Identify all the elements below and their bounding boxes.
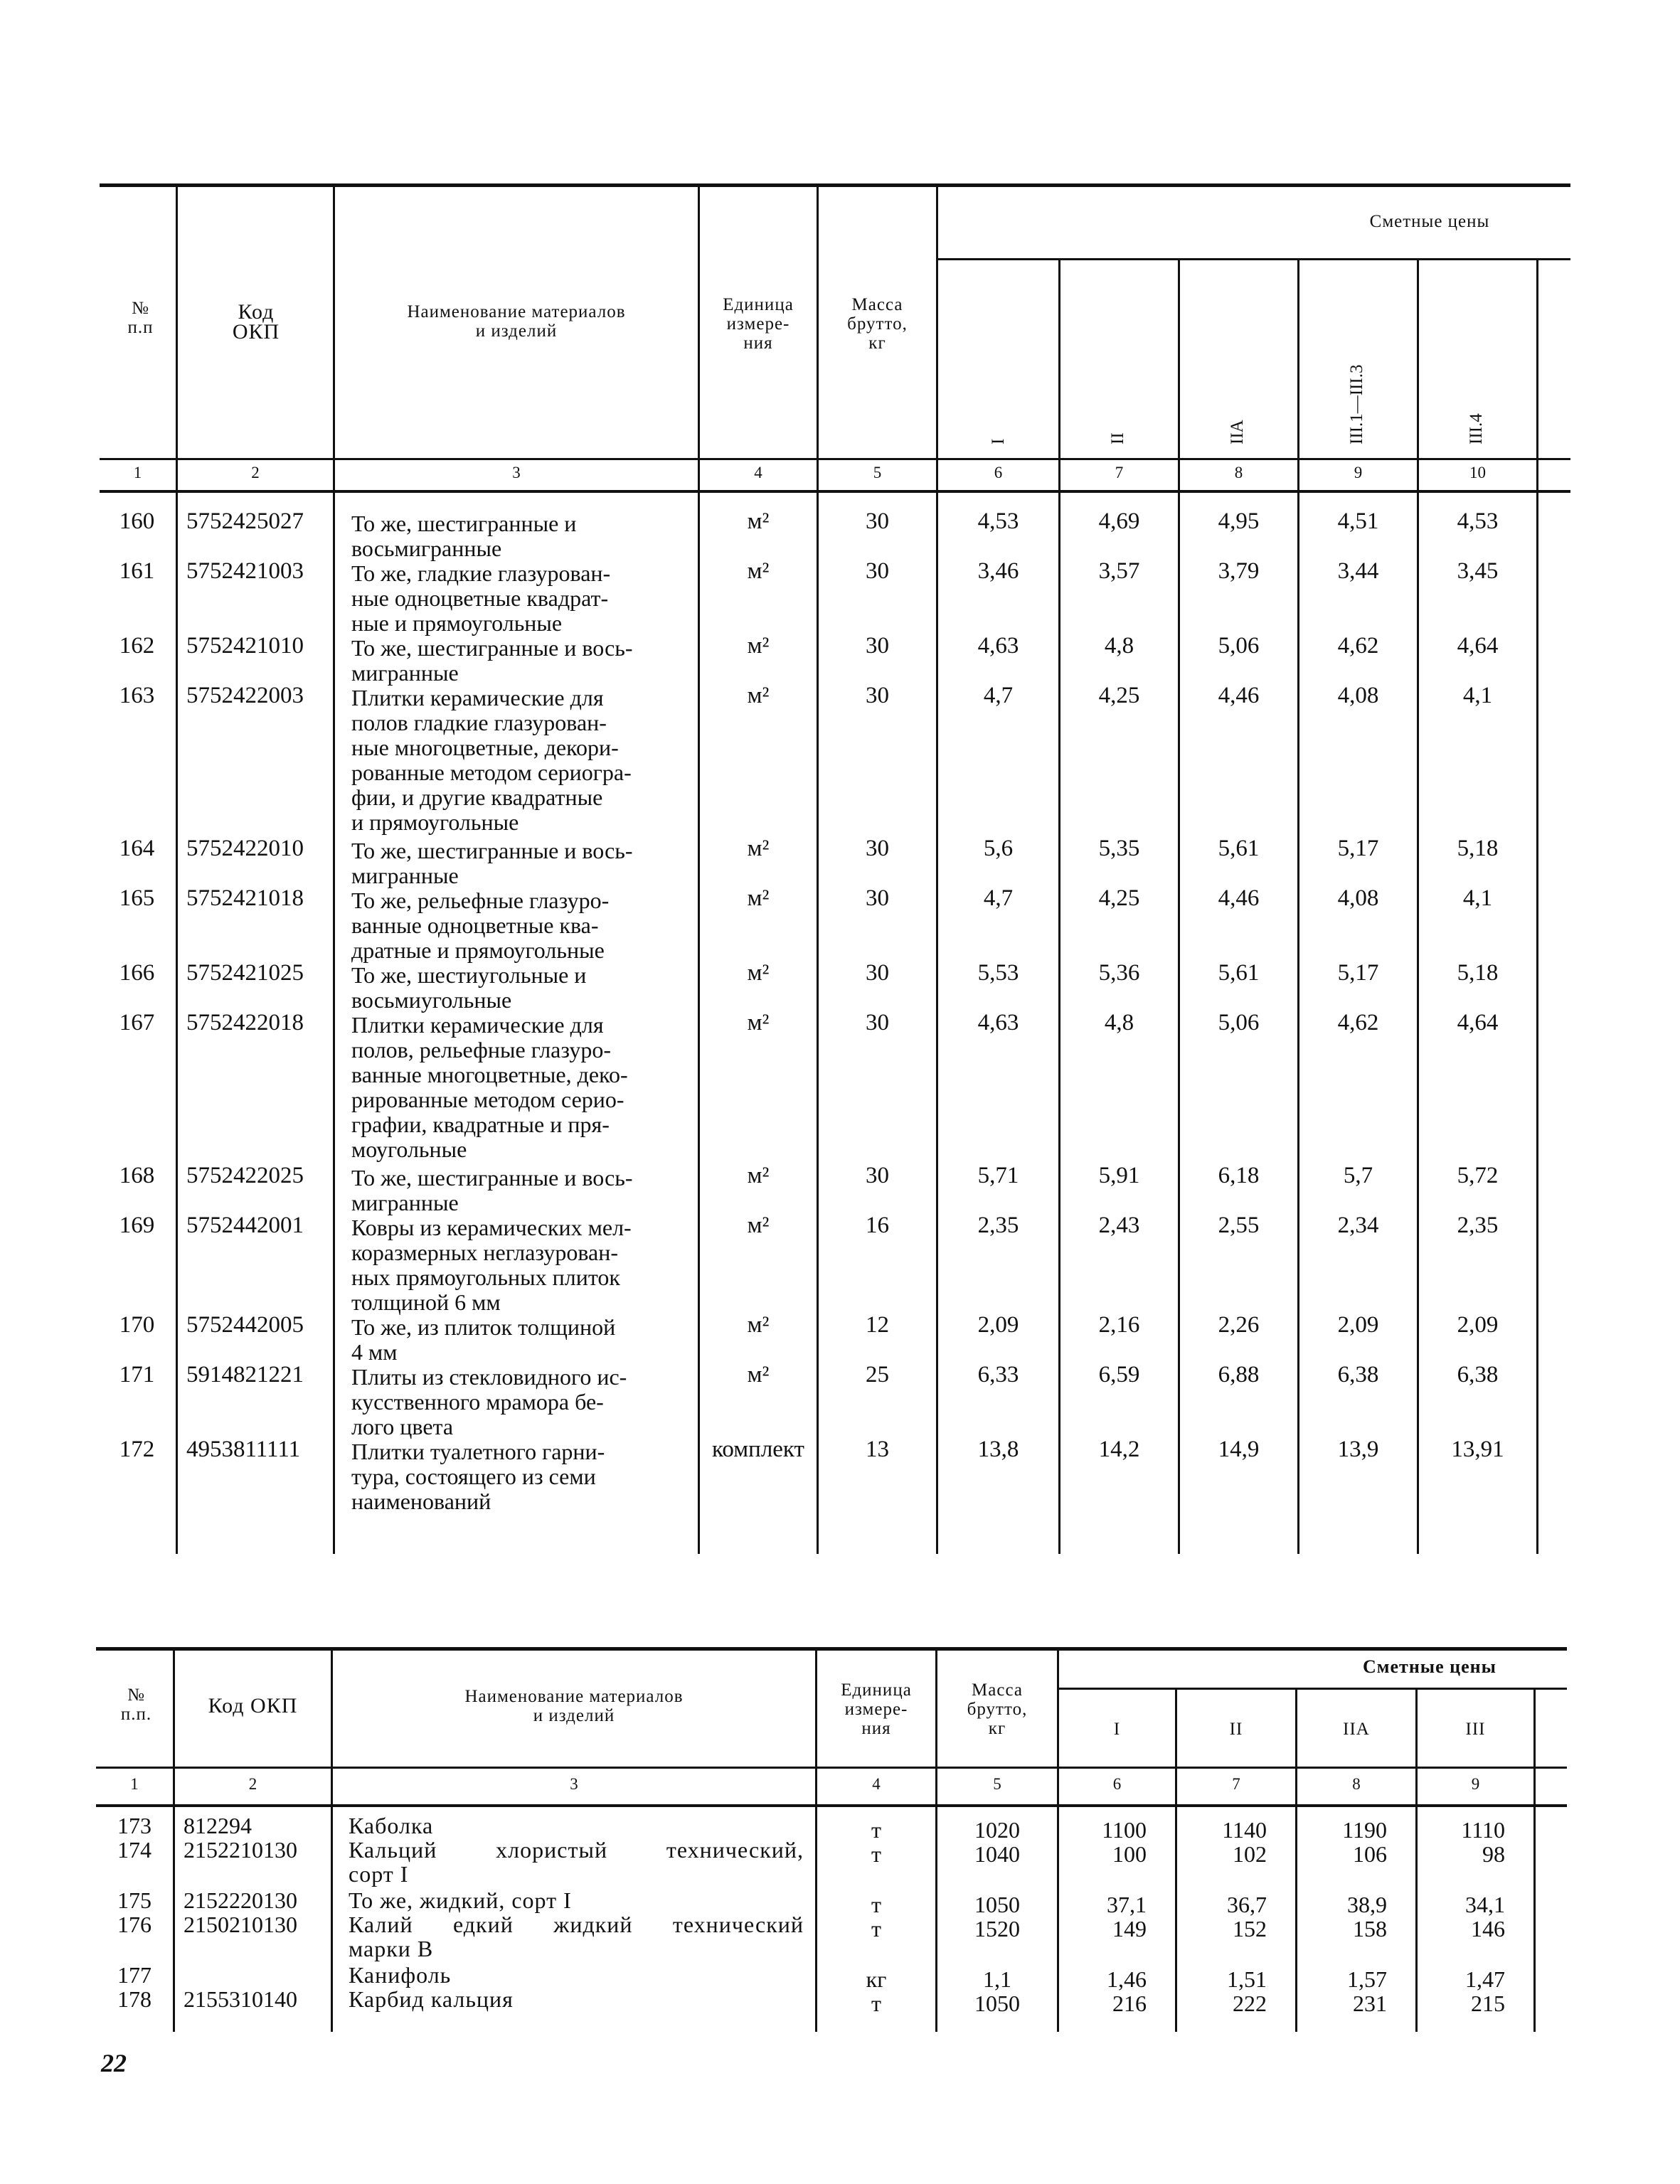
- row-price-zone-2: 1,51: [1227, 1966, 1267, 1992]
- row-name-line: мигранные: [351, 660, 459, 686]
- row-code: 5914821221: [186, 1362, 304, 1387]
- row-name-line: То же, шестигранные и: [351, 511, 577, 536]
- row-price-zone-1: 1,46: [1107, 1966, 1147, 1992]
- row-price-zone-3: 231: [1353, 1991, 1387, 2016]
- row-name: [349, 1813, 804, 1838]
- row-price-zone-5: 5,72: [1457, 1163, 1499, 1188]
- row-name-line: восьмиугольные: [351, 987, 512, 1013]
- row-name-line: марки В: [349, 1936, 434, 1961]
- row-mass: 30: [866, 836, 889, 861]
- row-price-zone-3: 38,9: [1347, 1892, 1387, 1917]
- col-num: 7: [1232, 1775, 1240, 1793]
- row-price-zone-4: 6,38: [1337, 1362, 1379, 1387]
- row-name-line: дратные и прямоугольные: [351, 937, 605, 963]
- header-no: № п.п.: [120, 1685, 152, 1724]
- row-price-zone-4: 2,09: [1337, 1312, 1379, 1338]
- row-number: 162: [119, 633, 155, 659]
- row-number: 168: [119, 1163, 155, 1188]
- row-price-zone-3: 4,46: [1218, 683, 1260, 708]
- row-code: 2152210130: [184, 1837, 297, 1863]
- row-price-zone-3: 6,18: [1218, 1163, 1260, 1188]
- row-name: [351, 1365, 687, 1439]
- row-name-line: толщиной 6 мм: [351, 1289, 501, 1315]
- row-price-zone-5: 4,53: [1457, 508, 1499, 534]
- row-unit: т: [871, 1841, 881, 1867]
- row-mass: 30: [866, 558, 889, 584]
- row-price-zone-1: 5,6: [983, 836, 1014, 861]
- col-num: 2: [248, 1775, 257, 1793]
- row-price-zone-3: 5,06: [1218, 1010, 1260, 1035]
- row-code: 5752422003: [186, 683, 304, 708]
- header-group-estimated-prices: Сметные цены: [1369, 212, 1490, 231]
- row-name: [351, 561, 687, 636]
- row-price-zone-4: 1110: [1461, 1817, 1505, 1843]
- row-unit: м²: [747, 836, 770, 861]
- col-num: 1: [133, 464, 142, 481]
- row-number: 171: [119, 1362, 155, 1387]
- row-price-zone-3: 106: [1353, 1841, 1387, 1867]
- row-number: 173: [117, 1813, 151, 1838]
- row-mass: 13: [866, 1437, 889, 1462]
- col-num: 4: [872, 1775, 881, 1793]
- row-mass: 30: [866, 508, 889, 534]
- row-name-line: ванные многоцветные, деко-: [351, 1062, 628, 1087]
- row-name: [351, 838, 687, 888]
- header-mass: Масса брутто, кг: [847, 295, 908, 353]
- row-code: 5752442001: [186, 1213, 304, 1238]
- row-price-zone-3: 5,06: [1218, 633, 1260, 659]
- row-code: 2150210130: [184, 1912, 297, 1937]
- row-code: 5752422010: [186, 836, 304, 861]
- row-price-zone-1: 4,63: [977, 633, 1019, 659]
- row-mass: 1040: [974, 1841, 1020, 1867]
- row-price-zone-5: 2,09: [1457, 1312, 1499, 1338]
- row-price-zone-2: 152: [1233, 1916, 1267, 1941]
- row-name-line: кусственного мрамора бе-: [351, 1389, 604, 1415]
- row-unit: т: [871, 1817, 881, 1843]
- row-price-zone-3: 2,26: [1218, 1312, 1260, 1338]
- row-unit: т: [871, 1991, 881, 2016]
- header-zone-3: III: [1465, 1720, 1486, 1739]
- row-name: [351, 1215, 687, 1315]
- row-price-zone-1: 100: [1112, 1841, 1147, 1867]
- header-mass: Масса брутто, кг: [967, 1680, 1028, 1738]
- row-name-line: коразмерных неглазурован-: [351, 1240, 619, 1265]
- header-zone-2: II: [1229, 1720, 1243, 1739]
- row-price-zone-2: 14,2: [1098, 1437, 1140, 1462]
- row-name: [351, 888, 687, 963]
- header-zone-2a: IIA: [1343, 1720, 1370, 1739]
- row-name-line: тура, состоящего из семи: [351, 1464, 596, 1489]
- row-unit: комплект: [712, 1437, 804, 1462]
- header-zone-2: II: [1108, 432, 1127, 444]
- row-number: 161: [119, 558, 155, 584]
- row-name: [351, 636, 687, 686]
- col-num: 6: [1112, 1775, 1122, 1793]
- col-num: 8: [1352, 1775, 1361, 1793]
- row-name-line: восьмигранные: [351, 536, 502, 561]
- row-unit: м²: [747, 508, 770, 534]
- row-code: 5752421003: [186, 558, 304, 584]
- row-price-zone-4: 5,7: [1343, 1163, 1373, 1188]
- col-num: 9: [1354, 464, 1363, 481]
- row-price-zone-4: 4,08: [1337, 885, 1379, 911]
- row-price-zone-2: 2,43: [1098, 1213, 1140, 1238]
- row-name-line: То же, шестигранные и вось-: [351, 838, 633, 863]
- row-price-zone-2: 6,59: [1098, 1362, 1140, 1387]
- row-code: 5752421025: [186, 960, 304, 986]
- row-name-line: сорт I: [349, 1861, 409, 1887]
- header-group-estimated-prices: Сметные цены: [1363, 1656, 1496, 1677]
- col-num: 2: [251, 464, 260, 481]
- row-price-zone-1: 13,8: [977, 1437, 1019, 1462]
- row-code: 2155310140: [184, 1986, 297, 2012]
- row-number: 166: [119, 960, 155, 986]
- row-name-line: То же, шестигранные и вось-: [351, 635, 633, 661]
- row-price-zone-4: 1,47: [1465, 1966, 1505, 1992]
- row-price-zone-5: 4,1: [1462, 885, 1493, 911]
- row-price-zone-3: 5,61: [1218, 960, 1260, 986]
- row-code: 5752422018: [186, 1010, 304, 1035]
- row-name-line: полов, рельефные глазуро-: [351, 1037, 611, 1062]
- row-name: [349, 1838, 804, 1886]
- row-price-zone-3: 3,79: [1218, 558, 1260, 584]
- row-price-zone-4: 5,17: [1337, 960, 1379, 986]
- row-price-zone-1: 3,46: [977, 558, 1019, 584]
- row-name-line: лого цвета: [351, 1414, 454, 1439]
- row-price-zone-5: 4,64: [1457, 1010, 1499, 1035]
- row-price-zone-1: 4,7: [983, 885, 1014, 911]
- row-unit: м²: [747, 960, 770, 986]
- row-unit: м²: [747, 558, 770, 584]
- row-number: 175: [117, 1887, 151, 1913]
- row-name-line: То же, рельефные глазуро-: [351, 888, 610, 913]
- row-mass: 30: [866, 1163, 889, 1188]
- row-price-zone-4: 5,17: [1337, 836, 1379, 861]
- header-unit: Единица измере- ния: [723, 295, 794, 353]
- row-unit: м²: [747, 1312, 770, 1338]
- row-name-line: ные одноцветные квадрат-: [351, 585, 609, 611]
- header-zone-1: I: [1113, 1720, 1121, 1739]
- row-mass: 1020: [974, 1817, 1020, 1843]
- row-unit: м²: [747, 1163, 770, 1188]
- row-price-zone-2: 5,36: [1098, 960, 1140, 986]
- row-price-zone-1: 149: [1112, 1916, 1147, 1941]
- row-name-line: Калий едкий жидкий технический: [349, 1912, 804, 1937]
- row-mass: 30: [866, 885, 889, 911]
- row-number: 163: [119, 683, 155, 708]
- row-name-line: ные многоцветные, декори-: [351, 735, 619, 760]
- row-mass: 16: [866, 1213, 889, 1238]
- col-num: 10: [1469, 464, 1486, 481]
- row-price-zone-1: 1100: [1102, 1817, 1147, 1843]
- row-mass: 30: [866, 633, 889, 659]
- row-name-line: Кальций хлористый технический,: [349, 1837, 804, 1863]
- col-num: 4: [754, 464, 762, 481]
- row-price-zone-3: 6,88: [1218, 1362, 1260, 1387]
- row-name-line: ных прямоугольных плиток: [351, 1264, 620, 1290]
- row-price-zone-4: 3,44: [1337, 558, 1379, 584]
- row-unit: м²: [747, 1010, 770, 1035]
- header-zone-2a: IIA: [1228, 420, 1247, 444]
- row-mass: 25: [866, 1362, 889, 1387]
- row-price-zone-1: 5,53: [977, 960, 1019, 986]
- row-price-zone-1: 216: [1112, 1991, 1147, 2016]
- row-name-line: То же, шестигранные и вось-: [351, 1165, 633, 1190]
- row-unit: м²: [747, 633, 770, 659]
- row-price-zone-5: 5,18: [1457, 836, 1499, 861]
- row-price-zone-3: 14,9: [1218, 1437, 1260, 1462]
- row-price-zone-1: 2,09: [977, 1312, 1019, 1338]
- col-num: 1: [130, 1775, 139, 1793]
- row-name: [351, 1166, 687, 1215]
- row-number: 176: [117, 1912, 151, 1937]
- row-code: 4953811111: [186, 1437, 301, 1462]
- row-name-line: Канифоль: [349, 1962, 452, 1988]
- row-name-line: фии, и другие квадратные: [351, 784, 603, 810]
- row-price-zone-5: 5,18: [1457, 960, 1499, 986]
- header-no: № п.п: [127, 299, 154, 337]
- col-num: 7: [1115, 464, 1124, 481]
- header-zone-3-4: III.4: [1467, 413, 1486, 444]
- row-unit: кг: [866, 1966, 887, 1992]
- row-name: [349, 1987, 804, 2011]
- row-name-line: и прямоугольные: [351, 809, 519, 835]
- row-price-zone-4: 2,34: [1337, 1213, 1379, 1238]
- page-number: 22: [101, 2049, 127, 2077]
- row-price-zone-2: 3,57: [1098, 558, 1140, 584]
- header-code: Код ОКП: [208, 1694, 298, 1717]
- row-price-zone-3: 1190: [1342, 1817, 1387, 1843]
- row-price-zone-4: 98: [1482, 1841, 1505, 1867]
- row-price-zone-5: 4,64: [1457, 633, 1499, 659]
- row-price-zone-3: 4,95: [1218, 508, 1260, 534]
- row-mass: 1050: [974, 1991, 1020, 2016]
- row-price-zone-1: 6,33: [977, 1362, 1019, 1387]
- row-name-line: моугольные: [351, 1136, 467, 1162]
- row-price-zone-4: 215: [1471, 1991, 1505, 2016]
- row-price-zone-2: 4,8: [1104, 1010, 1134, 1035]
- row-name-line: Ковры из керамических мел-: [351, 1215, 632, 1240]
- row-price-zone-3: 2,55: [1218, 1213, 1260, 1238]
- row-price-zone-3: 158: [1353, 1916, 1387, 1941]
- row-name-line: То же, шестиугольные и: [351, 962, 587, 988]
- row-name-line: Карбид кальция: [349, 1986, 514, 2012]
- row-code: 5752422025: [186, 1163, 304, 1188]
- row-price-zone-4: 13,9: [1337, 1437, 1379, 1462]
- row-price-zone-2: 222: [1233, 1991, 1267, 2016]
- row-number: 178: [117, 1986, 151, 2012]
- row-price-zone-4: 4,62: [1337, 1010, 1379, 1035]
- row-name-line: 4 мм: [351, 1339, 398, 1365]
- row-price-zone-3: 1,57: [1347, 1966, 1387, 1992]
- row-number: 169: [119, 1213, 155, 1238]
- row-price-zone-1: 2,35: [977, 1213, 1019, 1238]
- col-num: 9: [1471, 1775, 1480, 1793]
- row-price-zone-1: 5,71: [977, 1163, 1019, 1188]
- row-price-zone-5: 13,91: [1451, 1437, 1504, 1462]
- row-name: [351, 963, 687, 1013]
- row-price-zone-2: 4,8: [1104, 633, 1134, 659]
- row-unit: т: [871, 1916, 881, 1941]
- row-mass: 1520: [974, 1916, 1020, 1941]
- row-number: 167: [119, 1010, 155, 1035]
- row-price-zone-1: 37,1: [1107, 1892, 1147, 1917]
- row-name: [351, 686, 687, 835]
- row-unit: м²: [747, 683, 770, 708]
- header-zone-3-1-3-3: III.1—III.3: [1347, 364, 1366, 444]
- row-unit: м²: [747, 1362, 770, 1387]
- row-price-zone-2: 5,91: [1098, 1163, 1140, 1188]
- row-price-zone-2: 5,35: [1098, 836, 1140, 861]
- header-zone-1: I: [989, 438, 1008, 444]
- row-mass: 1050: [974, 1892, 1020, 1917]
- row-price-zone-4: 34,1: [1465, 1892, 1505, 1917]
- row-name: [351, 511, 687, 561]
- row-price-zone-1: 4,53: [977, 508, 1019, 534]
- row-number: 172: [119, 1437, 155, 1462]
- row-unit: т: [871, 1892, 881, 1917]
- row-name: [349, 1888, 804, 1912]
- row-name-line: Плиты из стекловидного ис-: [351, 1364, 627, 1390]
- row-name-line: полов гладкие глазурован-: [351, 710, 607, 735]
- row-price-zone-2: 4,25: [1098, 885, 1140, 911]
- row-name-line: рованные методом сериогра-: [351, 760, 632, 785]
- row-name: [351, 1315, 687, 1365]
- row-unit: м²: [747, 1213, 770, 1238]
- col-num: 3: [570, 1775, 578, 1793]
- row-code: 5752421018: [186, 885, 304, 911]
- row-number: 170: [119, 1312, 155, 1338]
- header-code: Код ОКП: [232, 300, 280, 343]
- row-price-zone-5: 6,38: [1457, 1362, 1499, 1387]
- row-price-zone-3: 4,46: [1218, 885, 1260, 911]
- row-number: 165: [119, 885, 155, 911]
- row-mass: 30: [866, 960, 889, 986]
- row-mass: 30: [866, 683, 889, 708]
- row-price-zone-2: 4,69: [1098, 508, 1140, 534]
- row-name-line: мигранные: [351, 1190, 459, 1215]
- col-num: 5: [993, 1775, 1001, 1793]
- row-number: 174: [117, 1837, 151, 1863]
- row-name: [349, 1912, 804, 1961]
- row-code: 5752442005: [186, 1312, 304, 1338]
- row-number: 164: [119, 836, 155, 861]
- row-price-zone-5: 4,1: [1462, 683, 1493, 708]
- row-price-zone-2: 4,25: [1098, 683, 1140, 708]
- row-name-line: Плитки керамические для: [351, 1012, 604, 1038]
- row-name-line: мигранные: [351, 863, 459, 888]
- header-name: Наименование материалов и изделий: [407, 302, 626, 341]
- row-price-zone-1: 4,63: [977, 1010, 1019, 1035]
- row-price-zone-2: 36,7: [1227, 1892, 1267, 1917]
- row-mass: 12: [866, 1312, 889, 1338]
- row-price-zone-4: 146: [1471, 1916, 1505, 1941]
- row-price-zone-2: 102: [1233, 1841, 1267, 1867]
- row-price-zone-1: 4,7: [983, 683, 1014, 708]
- row-mass: 1,1: [983, 1966, 1011, 1992]
- row-name-line: рированные методом серио-: [351, 1087, 624, 1112]
- col-num: 8: [1234, 464, 1243, 481]
- row-code: 812294: [184, 1813, 252, 1838]
- row-name-line: графии, квадратные и пря-: [351, 1112, 610, 1137]
- row-name-line: Плитки керамические для: [351, 685, 604, 710]
- row-code: 5752421010: [186, 633, 304, 659]
- row-price-zone-2: 1140: [1222, 1817, 1267, 1843]
- row-price-zone-4: 4,51: [1337, 508, 1379, 534]
- col-num: 6: [994, 464, 1003, 481]
- row-number: 177: [117, 1962, 151, 1988]
- row-name-line: То же, жидкий, сорт I: [349, 1887, 572, 1913]
- row-mass: 30: [866, 1010, 889, 1035]
- row-price-zone-4: 4,08: [1337, 683, 1379, 708]
- row-name-line: наименований: [351, 1488, 491, 1514]
- row-name: [349, 1963, 804, 1987]
- row-code: 5752425027: [186, 508, 304, 534]
- row-name-line: ванные одноцветные ква-: [351, 912, 599, 938]
- row-unit: м²: [747, 885, 770, 911]
- row-name-line: Каболка: [349, 1813, 434, 1838]
- row-name-line: Плитки туалетного гарни-: [351, 1439, 605, 1464]
- row-code: 2152220130: [184, 1887, 297, 1913]
- row-price-zone-4: 4,62: [1337, 633, 1379, 659]
- row-name-line: То же, из плиток толщиной: [351, 1314, 616, 1340]
- row-price-zone-5: 3,45: [1457, 558, 1499, 584]
- row-name: [351, 1013, 687, 1162]
- header-name: Наименование материалов и изделий: [464, 1687, 684, 1725]
- row-price-zone-3: 5,61: [1218, 836, 1260, 861]
- col-num: 5: [873, 464, 882, 481]
- col-num: 3: [512, 464, 521, 481]
- row-price-zone-2: 2,16: [1098, 1312, 1140, 1338]
- row-number: 160: [119, 508, 155, 534]
- row-name-line: То же, гладкие глазурован-: [351, 560, 611, 586]
- row-price-zone-5: 2,35: [1457, 1213, 1499, 1238]
- header-unit: Единица измере- ния: [841, 1680, 912, 1738]
- row-name: [351, 1439, 687, 1514]
- row-name-line: ные и прямоугольные: [351, 610, 563, 636]
